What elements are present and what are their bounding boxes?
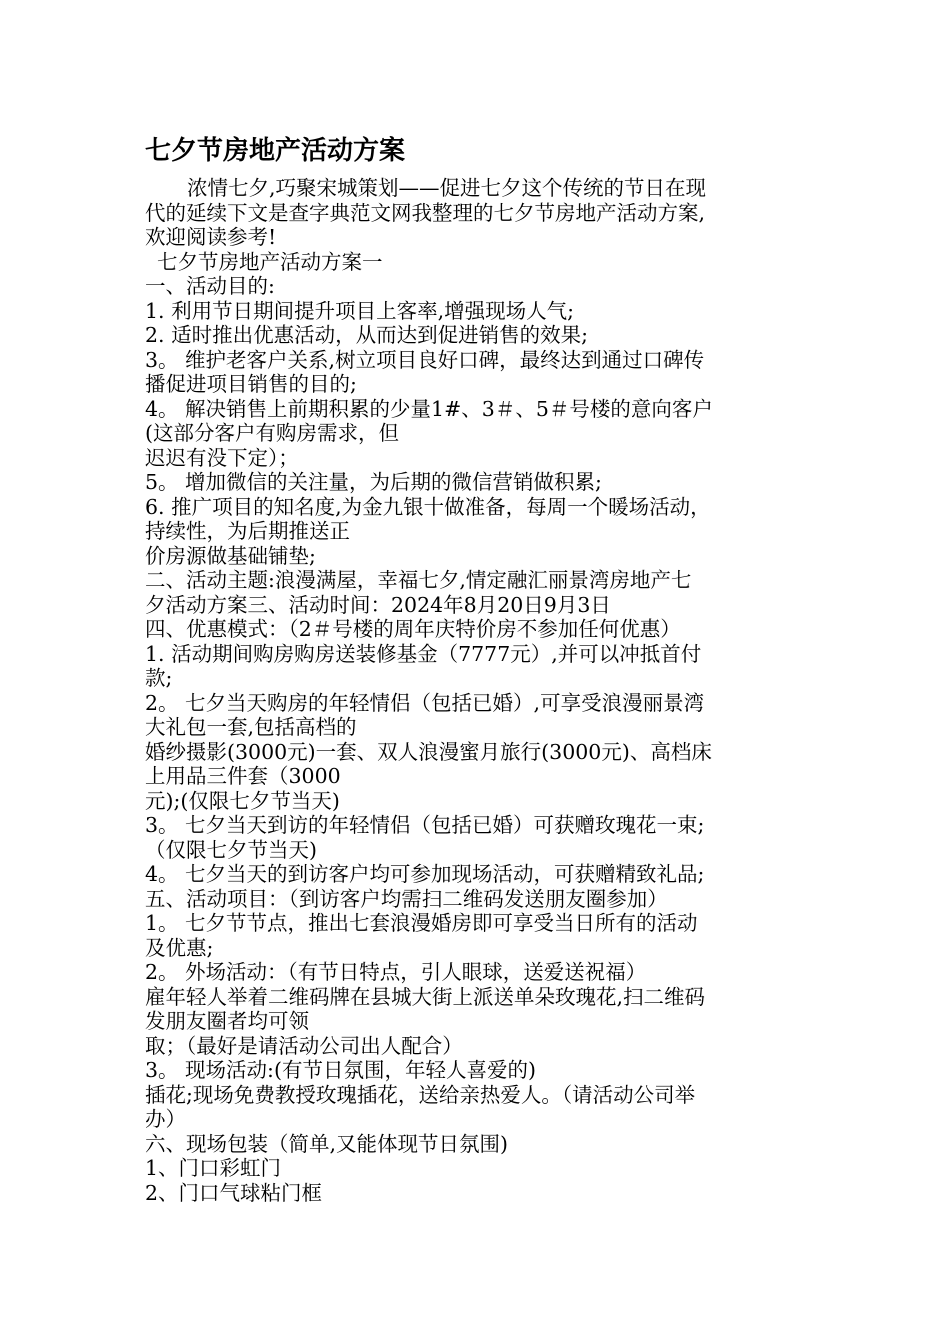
text-line: 持续性，为后期推送正 (145, 519, 350, 543)
text-line: 6. 推广项目的知名度,为金九银十做准备，每周一个暖场活动， (145, 494, 711, 519)
text-line: 四、优惠模式：（2＃号楼的周年庆特价房不参加任何优惠） (145, 617, 681, 641)
text-line: 二、活动主题:浪漫满屋，幸福七夕,情定融汇丽景湾房地产七 (145, 568, 692, 592)
text-line: 一、活动目的: (145, 274, 275, 298)
text-line: 3。 维护老客户关系,树立项目良好口碑，最终达到通过口碑传 (145, 347, 705, 372)
text-line: 七夕节房地产活动方案一 (157, 249, 383, 274)
text-line: 2、门口气球粘门框 (145, 1180, 323, 1205)
text-line: （仅限七夕节当天) (145, 837, 317, 862)
text-line: 3。 七夕当天到访的年轻情侣（包括已婚）可获赠玫瑰花一束; (145, 813, 705, 837)
text-line: 4。 七夕当天的到访客户均可参加现场活动，可获赠精致礼品; (145, 862, 705, 886)
text-line: 取；（最好是请活动公司出人配合） (145, 1033, 463, 1058)
text-line: 1. 活动期间购房购房送装修基金（7777元）,并可以冲抵首付 (145, 641, 702, 666)
text-line: 欢迎阅读参考! (145, 225, 277, 249)
text-line: 1。 七夕节节点，推出七套浪漫婚房即可享受当日所有的活动 (145, 911, 698, 935)
text-line: 2。 七夕当天购房的年轻情侣（包括已婚）,可享受浪漫丽景湾 (145, 690, 705, 715)
text-line: 浓情七夕,巧聚宋城策划——促进七夕这个传统的节日在现 (187, 176, 707, 200)
text-line: 3。 现场活动:(有节日氛围，年轻人喜爱的) (145, 1058, 536, 1082)
text-line: 价房源做基础铺垫; (145, 543, 316, 568)
text-line: 款; (145, 666, 173, 690)
text-line: 雇年轻人举着二维码牌在县城大街上派送单朵玫瑰花,扫二维码 (145, 984, 706, 1009)
text-line: 婚纱摄影(3000元)一套、双人浪漫蜜月旅行(3000元)、高档床 (145, 739, 712, 764)
text-line: 1、门口彩虹门 (145, 1156, 282, 1180)
text-line: 元);(仅限七夕节当天) (145, 788, 340, 813)
text-line: 2. 适时推出优惠活动，从而达到促进销售的效果; (145, 323, 588, 347)
text-line: 1. 利用节日期间提升项目上客率,增强现场人气; (145, 298, 574, 323)
document-title: 七夕节房地产活动方案 (145, 136, 406, 166)
text-line: 播促进项目销售的目的; (145, 372, 357, 396)
document-page (145, 132, 810, 1205)
text-line: 2。 外场活动：（有节日特点，引人眼球，送爱送祝福） (145, 960, 647, 984)
text-line: 大礼包一套,包括高档的 (145, 715, 357, 739)
text-line: 及优惠; (145, 935, 214, 960)
text-line: 插花;现场免费教授玫瑰插花，送给亲热爱人。（请活动公司举 (145, 1082, 696, 1107)
text-line: 五、活动项目：（到访客户均需扫二维码发送朋友圈参加） (145, 886, 668, 911)
text-line: (这部分客户有购房需求，但 (145, 421, 399, 445)
text-line: 5。 增加微信的关注量，为后期的微信营销做积累; (145, 470, 602, 494)
text-line: 代的延续下文是查字典范文网我整理的七夕节房地产活动方案, (145, 200, 706, 225)
document-body (145, 176, 810, 1205)
text-line: 迟迟有没下定）； (145, 445, 299, 470)
text-line: 六、现场包装（简单,又能体现节日氛围) (145, 1131, 509, 1156)
text-line: 上用品三件套（3000 (145, 764, 341, 788)
text-line: 发朋友圈者均可领 (145, 1009, 309, 1033)
text-line: 4。 解决销售上前期积累的少量1#、3＃、5＃号楼的意向客户 (145, 396, 713, 421)
text-line: 夕活动方案三、活动时间：2024年8月20日9月3日 (145, 592, 611, 617)
text-line: 办） (145, 1107, 186, 1131)
